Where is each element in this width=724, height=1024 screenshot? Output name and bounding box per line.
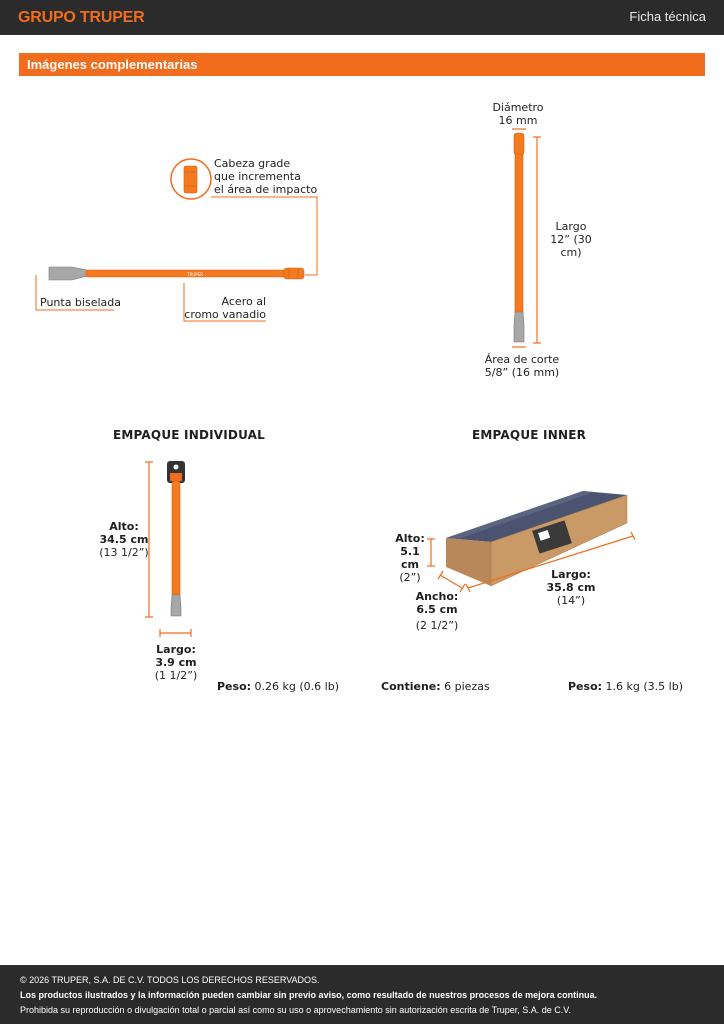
- inner-height-in: (2”): [399, 571, 421, 584]
- inner-width-in: (2 1/2”): [415, 619, 459, 632]
- individual-weight: [217, 680, 339, 693]
- individual-weight-title: Peso:: [217, 680, 252, 693]
- diameter-title: Diámetro: [492, 101, 544, 114]
- individual-pack-heading: EMPAQUE INDIVIDUAL: [113, 428, 265, 442]
- footer-notice: Los productos ilustrados y la información pueden cambiar sin previo aviso, como resultado de nuestros procesos de mejora continua.: [20, 990, 598, 1000]
- inner-length-title: Largo:: [551, 568, 591, 581]
- individual-length-in: (1 1/2”): [154, 669, 198, 682]
- head-callout-label: [214, 157, 317, 196]
- length-title: Largo: [555, 220, 587, 233]
- length-label: [540, 220, 602, 259]
- inner-height-dimension: [427, 539, 435, 566]
- individual-height-label: [98, 520, 150, 559]
- material-line2: cromo vanadio: [184, 308, 266, 321]
- individual-height-in: (13 1/2”): [99, 546, 149, 559]
- tip-callout-label: Punta biselada: [40, 296, 121, 309]
- inner-height-label: [392, 532, 428, 584]
- inner-weight: [568, 680, 683, 693]
- footer-copyright: © 2026 TRUPER, S.A. DE C.V. TODOS LOS DERECHOS RESERVADOS.: [20, 975, 320, 985]
- individual-height-cm: 34.5 cm: [99, 533, 149, 546]
- footer-rights: Prohibida su reproducción o divulgación total o parcial así como su uso o aprovechamiento sin autorización escrita de Truper, S.A. de C.V.: [20, 1005, 571, 1015]
- chisel-brand-mark: TRUPER: [187, 272, 203, 277]
- inner-length-in: (14”): [556, 594, 586, 607]
- individual-length-dimension: [160, 629, 191, 637]
- cut-area-label: [472, 353, 572, 379]
- length-cm: (30 cm): [560, 233, 592, 259]
- document-type-label: Ficha técnica: [629, 9, 706, 24]
- individual-length-cm: 3.9 cm: [155, 656, 197, 669]
- cut-area-title: Área de corte: [484, 353, 560, 366]
- individual-length-label: [150, 643, 202, 682]
- inner-contents: [381, 680, 490, 693]
- cut-area-inches: 5/8”: [484, 366, 509, 379]
- brand-logo: GRUPO TRUPER: [18, 9, 145, 26]
- footer: [0, 965, 724, 1024]
- inner-pack-heading: EMPAQUE INNER: [472, 428, 587, 442]
- inner-length-label: [543, 568, 599, 607]
- inner-height-cm: 5.1 cm: [400, 545, 420, 571]
- material-line1: Acero al: [221, 295, 266, 308]
- head-callout-line1: Cabeza grade: [214, 157, 291, 170]
- chisel-horizontal-image: [49, 267, 304, 280]
- inner-contents-title: Contiene:: [381, 680, 441, 693]
- individual-length-title: Largo:: [156, 643, 196, 656]
- inner-weight-value: 1.6 kg (3.5 lb): [605, 680, 683, 693]
- inner-width-dimension: [438, 571, 465, 592]
- inner-length-cm: 35.8 cm: [546, 581, 596, 594]
- inner-weight-title: Peso:: [568, 680, 603, 693]
- individual-height-title: Alto:: [109, 520, 139, 533]
- inner-package-box-image: [446, 491, 627, 586]
- inner-width-cm: 6.5 cm: [416, 603, 458, 616]
- individual-package-image: [167, 461, 185, 616]
- head-callout-line3: el área de impacto: [214, 183, 318, 196]
- cut-area-mm: (16 mm): [511, 366, 560, 379]
- head-callout-line2: que incrementa: [214, 170, 301, 183]
- diameter-label: [478, 101, 558, 127]
- inner-height-title: Alto:: [395, 532, 425, 545]
- inner-width-label: [412, 590, 462, 632]
- diameter-value: 16 mm: [498, 114, 538, 127]
- inner-width-title: Ancho:: [415, 590, 459, 603]
- section-title: Imágenes complementarias: [27, 57, 198, 72]
- material-callout-label: [176, 295, 266, 321]
- inner-contents-value: 6 piezas: [444, 680, 490, 693]
- length-inches: 12”: [550, 233, 570, 246]
- chisel-vertical-image: [514, 133, 524, 342]
- individual-weight-value: 0.26 kg (0.6 lb): [254, 680, 339, 693]
